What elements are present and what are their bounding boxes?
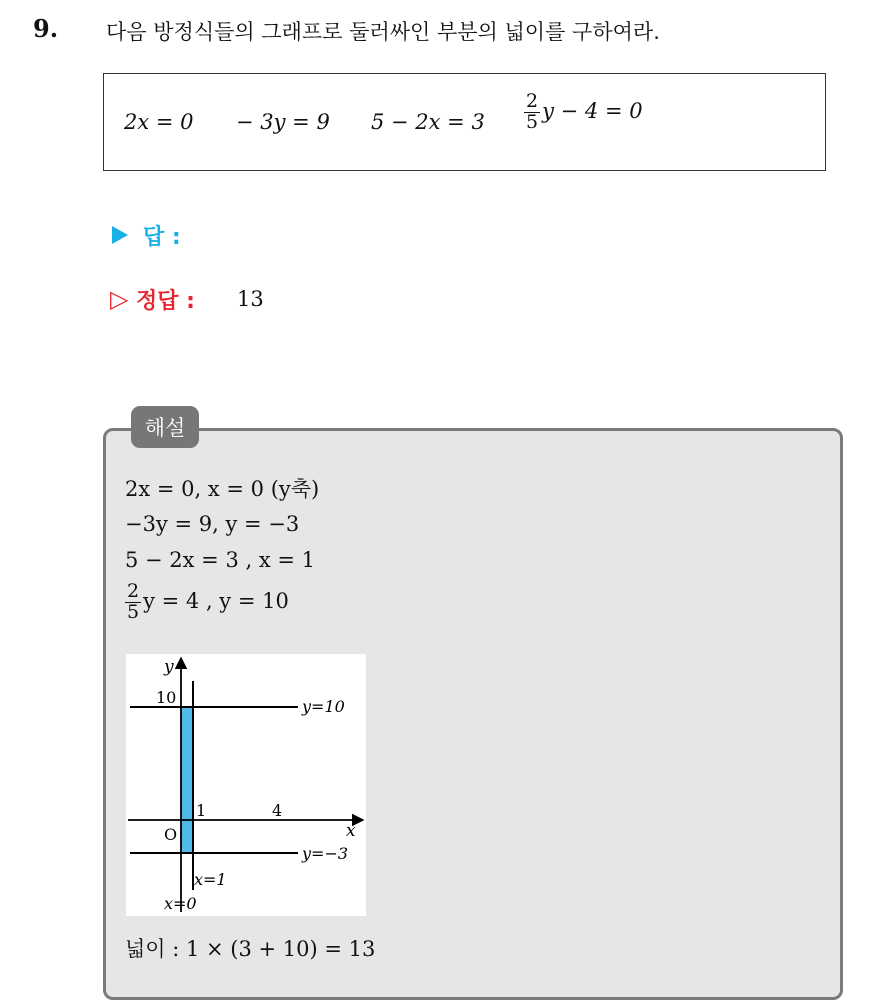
equation-3: 5 − 2x = 3 (371, 110, 485, 134)
tick-label-1: 1 (196, 801, 207, 820)
line-label-x0: x=0 (164, 894, 197, 913)
equation-1: 2x = 0 (124, 110, 194, 134)
fraction-denominator: 5 (526, 110, 539, 133)
question-number: 9. (33, 14, 59, 43)
equation-4-rest: y − 4 = 0 (542, 98, 643, 123)
line-label-y-minus-3: y=−3 (302, 844, 349, 863)
origin-label: O (164, 825, 178, 844)
line-label-y10: y=10 (302, 697, 345, 716)
correct-arrow-icon: ▷ (110, 285, 129, 313)
solution-line-4-rest: y = 4 , y = 10 (143, 588, 289, 613)
fraction-numerator: 2 (526, 90, 539, 112)
equation-2: − 3y = 9 (236, 110, 330, 134)
axis-label-y: y (164, 657, 174, 677)
axis-label-x: x (346, 821, 356, 841)
fraction (125, 582, 141, 623)
solution-badge: 해설 (131, 406, 199, 448)
area-result: 넓이 : 1 × (3 + 10) = 13 (125, 937, 376, 961)
question-text: 다음 방정식들의 그래프로 둘러싸인 부분의 넓이를 구하여라. (106, 20, 660, 44)
fraction (524, 92, 540, 133)
tick-label-10: 10 (156, 688, 177, 707)
equation-4 (524, 92, 643, 133)
region-graph (126, 654, 366, 916)
line-label-x1: x=1 (194, 870, 227, 889)
tick-label-4: 4 (272, 801, 283, 820)
equation-box (103, 73, 826, 171)
solution-line-4 (125, 582, 289, 623)
solution-line-2: −3y = 9, y = −3 (125, 512, 300, 536)
answer-label: 답 : (143, 225, 181, 250)
fraction-numerator: 2 (127, 580, 140, 602)
fraction-denominator: 5 (127, 600, 140, 623)
correct-value: 13 (237, 287, 264, 311)
shaded-region (181, 707, 193, 853)
solution-line-1: 2x = 0, x = 0 (y축) (125, 477, 320, 501)
solution-line-3: 5 − 2x = 3 , x = 1 (125, 548, 315, 572)
answer-arrow-icon (112, 226, 128, 244)
correct-label: 정답 : (136, 289, 195, 314)
